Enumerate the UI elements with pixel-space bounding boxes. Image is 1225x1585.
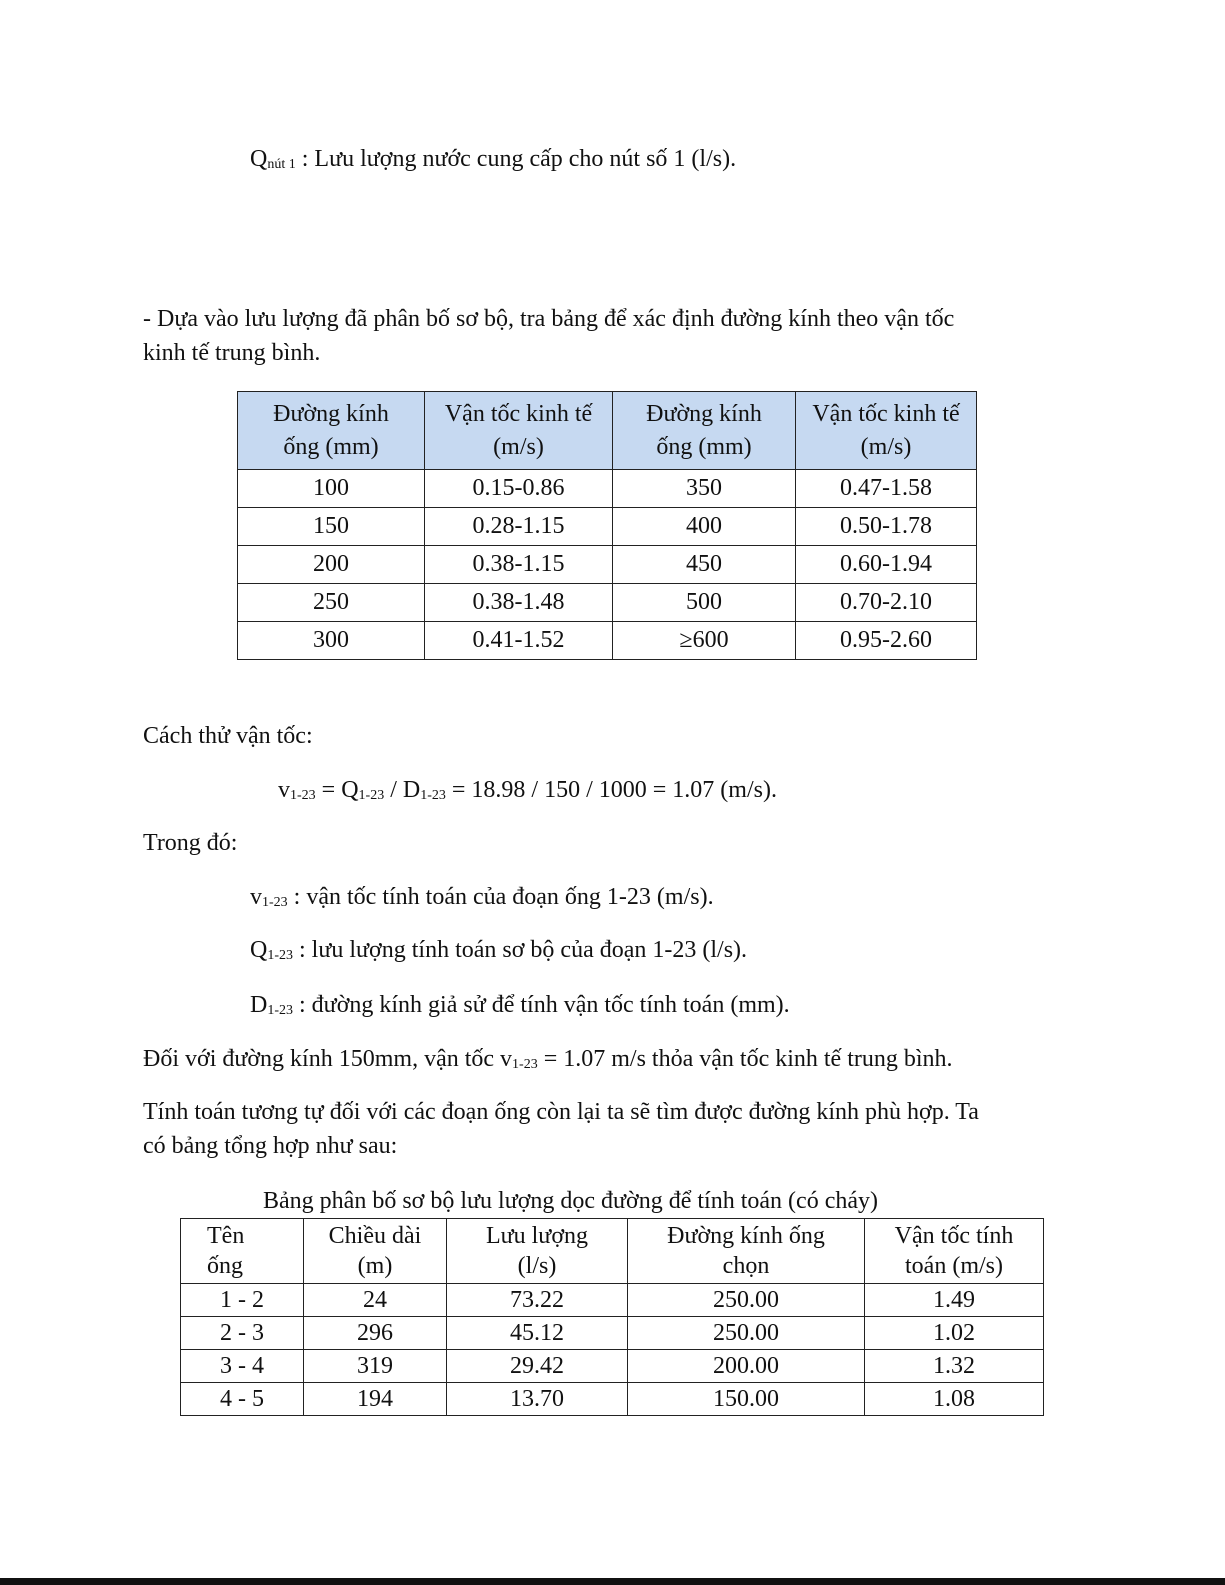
- cell: 250.00: [628, 1284, 865, 1317]
- cell: 0.41-1.52: [425, 622, 613, 660]
- cell: 400: [613, 508, 796, 546]
- header-pipe-name: Tên ống: [181, 1219, 304, 1284]
- economic-velocity-table: [237, 391, 977, 660]
- cell: 150: [238, 508, 425, 546]
- definition-velocity: $v_{1-23}$ : vận tốc tính toán của đoạn ống 1-23 (m/s).: [250, 884, 714, 910]
- page-bottom-border: [0, 1578, 1225, 1585]
- intro-line-1: - Dựa vào lưu lượng đã phân bố sơ bộ, tra bảng để xác định đường kính theo vận tốc: [143, 306, 955, 332]
- table-row: [238, 470, 977, 508]
- cell: 1 - 2: [181, 1284, 304, 1317]
- cell: 1.08: [865, 1383, 1044, 1416]
- cell: 3 - 4: [181, 1350, 304, 1383]
- cell: 45.12: [447, 1317, 628, 1350]
- header-velocity: Vận tốc tính toán (m/s): [865, 1219, 1044, 1284]
- method-title: Cách thử vận tốc:: [143, 723, 313, 749]
- cell: ≥600: [613, 622, 796, 660]
- cell: 13.70: [447, 1383, 628, 1416]
- intro-line-2: kinh tế trung bình.: [143, 340, 321, 366]
- header-diameter-2: Đường kính ống (mm): [613, 392, 796, 470]
- cell: 250.00: [628, 1317, 865, 1350]
- header-flow: Lưu lượng (l/s): [447, 1219, 628, 1284]
- header-diameter: Đường kính ống chọn: [628, 1219, 865, 1284]
- table-row: [238, 622, 977, 660]
- cell: 4 - 5: [181, 1383, 304, 1416]
- cell: 29.42: [447, 1350, 628, 1383]
- cell: 2 - 3: [181, 1317, 304, 1350]
- header-velocity-2: Vận tốc kinh tế (m/s): [796, 392, 977, 470]
- cell: 250: [238, 584, 425, 622]
- cell: 194: [304, 1383, 447, 1416]
- cell: 0.38-1.48: [425, 584, 613, 622]
- cell: 500: [613, 584, 796, 622]
- cell: 350: [613, 470, 796, 508]
- header-velocity-1: Vận tốc kinh tế (m/s): [425, 392, 613, 470]
- cell: 0.50-1.78: [796, 508, 977, 546]
- cell: 0.15-0.86: [425, 470, 613, 508]
- table-row: [238, 546, 977, 584]
- table-row: [238, 584, 977, 622]
- cell: 319: [304, 1350, 447, 1383]
- definition-flow: $Q_{1-23}$ : lưu lượng tính toán sơ bộ của đoạn 1-23 (l/s).: [250, 937, 748, 963]
- cell: 1.02: [865, 1317, 1044, 1350]
- cell: 450: [613, 546, 796, 584]
- summary-line-1: Tính toán tương tự đối với các đoạn ống còn lại ta sẽ tìm được đường kính phù hợp. Ta: [143, 1099, 979, 1125]
- cell: 0.95-2.60: [796, 622, 977, 660]
- table-header-row: [181, 1219, 1044, 1284]
- cell: 0.38-1.15: [425, 546, 613, 584]
- cell: 0.70-2.10: [796, 584, 977, 622]
- q-node-definition: $Q_{nút 1}$ : Lưu lượng nước cung cấp cho nút số 1 (l/s).: [250, 146, 737, 172]
- cell: 150.00: [628, 1383, 865, 1416]
- header-length: Chiều dài (m): [304, 1219, 447, 1284]
- cell: 1.32: [865, 1350, 1044, 1383]
- cell: 200: [238, 546, 425, 584]
- table-row: [181, 1317, 1044, 1350]
- conclusion-text: Đối với đường kính 150mm, vận tốc $v_{1-23} = 1.07$ m/s thỏa vận tốc kinh tế trung bình.: [143, 1046, 953, 1072]
- cell: 24: [304, 1284, 447, 1317]
- cell: 200.00: [628, 1350, 865, 1383]
- where-label: Trong đó:: [143, 830, 238, 856]
- cell: 73.22: [447, 1284, 628, 1317]
- velocity-formula: $v_{1-23} = Q_{1-23} / D_{1-23} = 18.98 / 150 / 1000 = 1.07$ (m/s).: [278, 777, 777, 803]
- table-row: [238, 508, 977, 546]
- cell: 296: [304, 1317, 447, 1350]
- table-row: [181, 1284, 1044, 1317]
- cell: 0.60-1.94: [796, 546, 977, 584]
- summary-line-2: có bảng tổng hợp như sau:: [143, 1133, 398, 1159]
- table-caption: Bảng phân bố sơ bộ lưu lượng dọc đường để tính toán (có cháy): [263, 1188, 878, 1214]
- table-row: [181, 1383, 1044, 1416]
- table-row: [181, 1350, 1044, 1383]
- cell: 300: [238, 622, 425, 660]
- cell: 0.28-1.15: [425, 508, 613, 546]
- pipe-summary-table: [180, 1218, 1044, 1416]
- table-header-row: [238, 392, 977, 470]
- cell: 0.47-1.58: [796, 470, 977, 508]
- cell: 100: [238, 470, 425, 508]
- header-diameter-1: Đường kính ống (mm): [238, 392, 425, 470]
- definition-diameter: $D_{1-23}$ : đường kính giả sử để tính vận tốc tính toán (mm).: [250, 992, 790, 1018]
- cell: 1.49: [865, 1284, 1044, 1317]
